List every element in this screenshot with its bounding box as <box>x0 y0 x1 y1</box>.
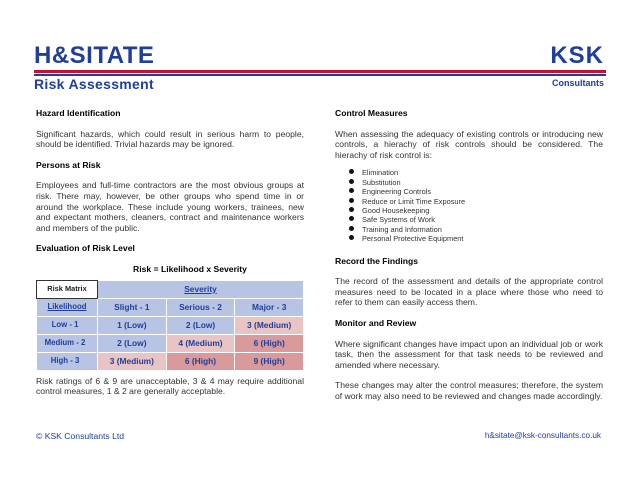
persons-heading: Persons at Risk <box>36 159 101 170</box>
severity-label: Severity <box>98 280 304 298</box>
bullet-icon <box>349 169 354 174</box>
matrix-cell: 2 (Low) <box>98 334 167 352</box>
matrix-corner-label: Risk Matrix <box>37 280 98 298</box>
ksk-logo: KSK <box>550 42 604 69</box>
matrix-cell: 3 (Medium) <box>235 316 304 334</box>
list-item: Personal Protective Equipment <box>349 234 603 243</box>
list-item: Good Housekeeping <box>349 206 603 215</box>
monitor-text-2: These changes may alter the control measures; therefore, the system of work may also need to be reviewed and changes made accordingly. <box>335 380 603 401</box>
severity-col-header: Slight - 1 <box>98 298 167 316</box>
bullet-icon <box>349 235 354 240</box>
risk-formula: Risk = Likelihood x Severity <box>133 263 247 274</box>
footer-copyright: © KSK Consultants Ltd <box>36 431 125 441</box>
matrix-cell: 1 (Low) <box>98 316 167 334</box>
ksk-logo-subtitle: Consultants <box>551 78 604 88</box>
matrix-cell: 6 (High) <box>166 352 235 370</box>
likelihood-row-header: Medium - 2 <box>37 334 98 352</box>
bullet-icon <box>349 188 354 193</box>
header <box>34 40 606 92</box>
matrix-cell: 9 (High) <box>235 352 304 370</box>
severity-col-header: Major - 3 <box>235 298 304 316</box>
control-hierarchy-list <box>349 168 603 243</box>
list-item: Engineering Controls <box>349 187 603 196</box>
severity-col-header: Serious - 2 <box>166 298 235 316</box>
matrix-row <box>37 316 304 334</box>
likelihood-row-header: Low - 1 <box>37 316 98 334</box>
bullet-icon <box>349 207 354 212</box>
footer-email-link[interactable]: h&sitate@ksk-consultants.co.uk <box>484 431 601 440</box>
record-text: The record of the assessment and details of the appropriate control measures need to be located in a place where those who need to refer to them can easily access them. <box>335 276 603 308</box>
monitor-heading: Monitor and Review <box>335 318 417 328</box>
likelihood-label: Likelihood <box>37 298 98 316</box>
control-text: When assessing the adequacy of existing controls or introducing new controls, a hierachy of risk controls should be considered. The hierachy of risk control is: <box>335 128 603 160</box>
bullet-icon <box>349 198 354 203</box>
likelihood-row-header: High - 3 <box>37 352 98 370</box>
right-column <box>335 108 603 412</box>
left-column <box>36 108 304 407</box>
matrix-row <box>37 334 304 352</box>
record-heading: Record the Findings <box>335 255 419 266</box>
header-rule-red <box>34 70 606 73</box>
page-subtitle: Risk Assessment <box>34 76 154 92</box>
matrix-cell: 4 (Medium) <box>166 334 235 352</box>
ratings-text: Risk ratings of 6 & 9 are unacceptable, 3 & 4 may require additional control measures, 1 & 2 are generally acceptable. <box>36 375 304 397</box>
evaluation-heading: Evaluation of Risk Level <box>36 243 135 254</box>
matrix-cell: 2 (Low) <box>166 316 235 334</box>
list-item: Reduce or Limit Time Exposure <box>349 197 603 206</box>
control-heading: Control Measures <box>335 108 408 118</box>
matrix-row <box>37 352 304 370</box>
list-item: Elimination <box>349 168 603 177</box>
hazard-heading: Hazard Identification <box>36 108 121 118</box>
bullet-icon <box>349 226 354 231</box>
monitor-text-1: Where significant changes have impact upon an individual job or work task, then the assessment for that task needs to be reviewed and amended where necessary. <box>335 338 603 370</box>
list-item: Training and Information <box>349 225 603 234</box>
risk-matrix-table <box>36 280 304 371</box>
hazard-text: Significant hazards, which could result in serious harm to people, should be identified. Trivial hazards may be ignored. <box>36 128 304 150</box>
persons-text: Employees and full-time contractors are the most obvious groups at risk. There may, however, be other groups who spend time in or around the workplace. These include young workers, trainees, new and expectant mothers, cleaners, contract and maintenance workers and members of the public. <box>36 180 304 233</box>
matrix-cell: 3 (Medium) <box>98 352 167 370</box>
list-item: Safe Systems of Work <box>349 215 603 224</box>
hsitate-logo: H&SITATE <box>34 42 155 69</box>
bullet-icon <box>349 179 354 184</box>
list-item: Substitution <box>349 178 603 187</box>
matrix-cell: 6 (High) <box>235 334 304 352</box>
bullet-icon <box>349 216 354 221</box>
